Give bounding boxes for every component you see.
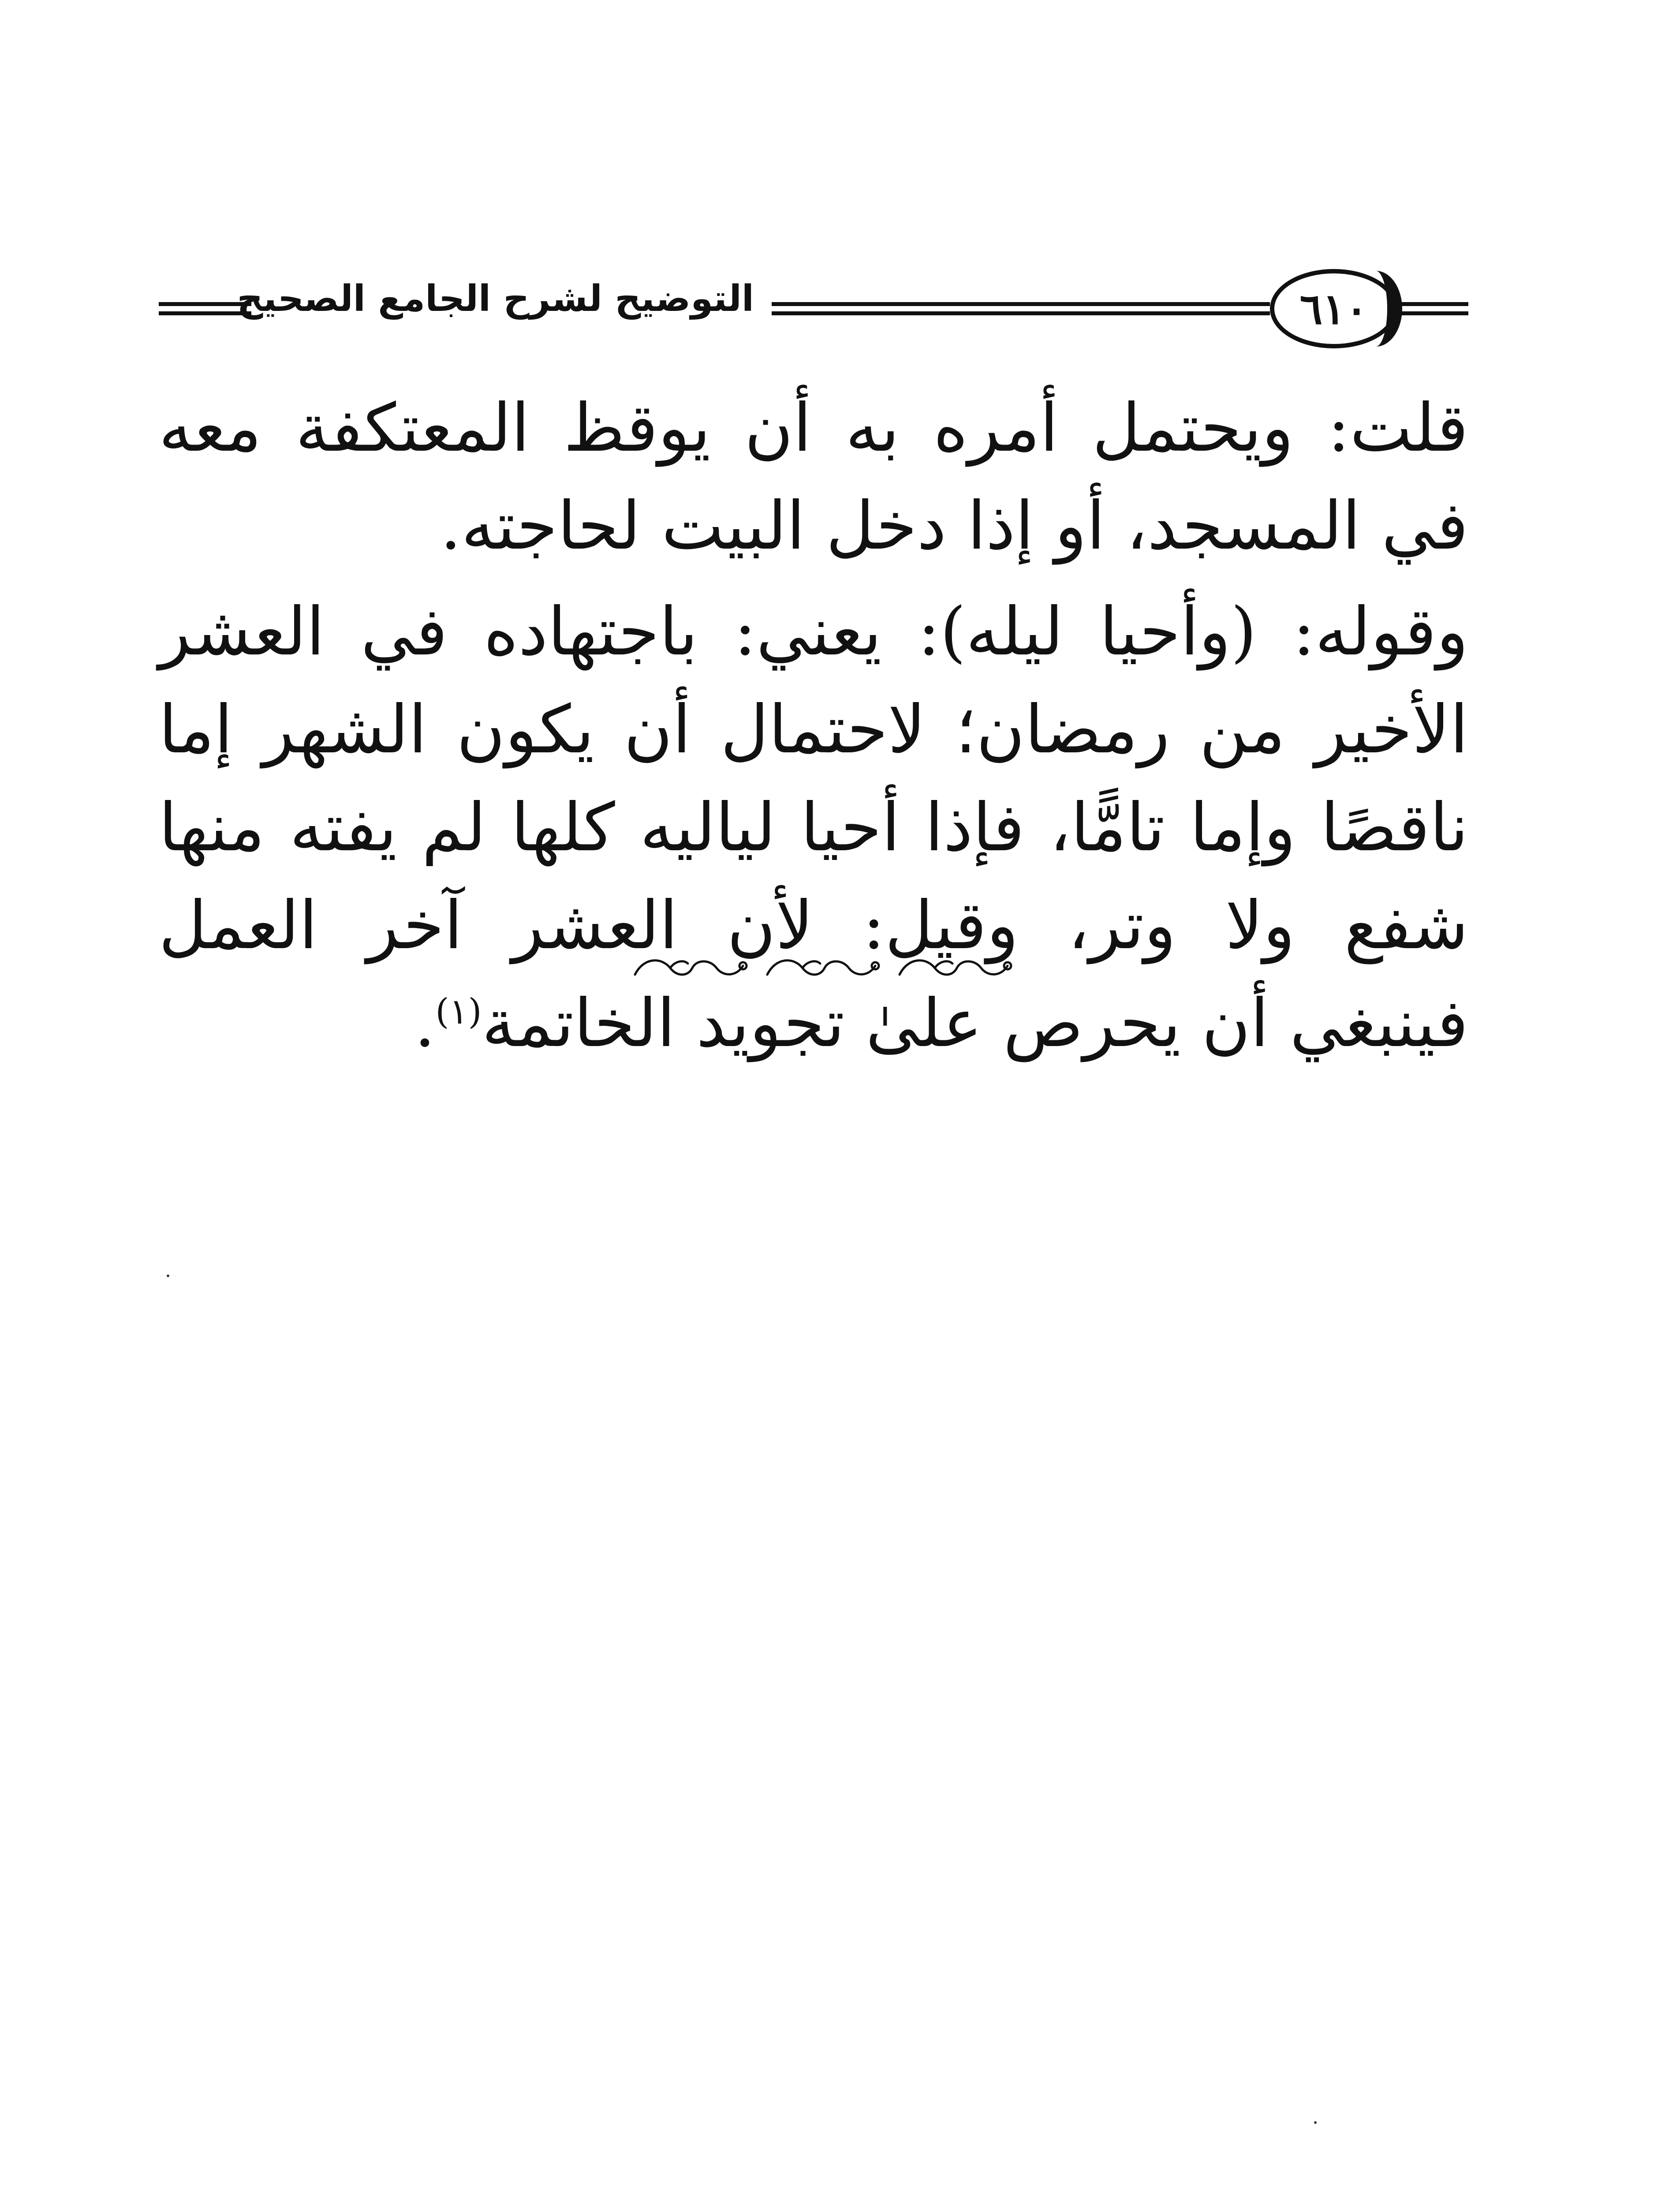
running-header [159,265,1468,353]
page-number: ٦١٠ [1299,284,1368,334]
header-rule-middle [772,302,1270,315]
ornament-flourish-icon [900,960,1011,975]
footnote-reference[interactable]: (١) [435,991,482,1032]
ornament-flourish-icon [635,960,747,975]
paragraph-text: قلت: ويحتمل أمره به أن يوقظ المعتكفة معه في المسجد، أو إذا دخل البيت لحاجته. [159,390,1468,564]
paragraph-end-punctuation: . [414,985,436,1062]
header-rule-left [159,302,251,315]
paragraph-text: وقوله: (وأحيا ليله): يعني: باجتهاده في العشر الأخير من رمضان؛ لاحتمال أن يكون الشهر إما ناقصًا وإما تامًّا، فإذا أحيا لياليه كلها لم يفته منها شفع ولا وتر، وقيل: لأن العشر آخر العمل فينبغي أن يحرص علىٰ تجويد الخاتمة [159,594,1468,1062]
header-rule-right [1398,302,1468,315]
scan-speck [1314,2121,1317,2124]
section-divider-ornament [626,948,1023,988]
page-number-badge [1270,269,1398,348]
paragraph [159,379,1468,575]
scan-speck [167,1274,169,1277]
paragraph [159,583,1468,1073]
ornament-flourish-icon [767,960,879,975]
book-title: التوضيح لشرح الجامع الصحيح [237,278,754,320]
